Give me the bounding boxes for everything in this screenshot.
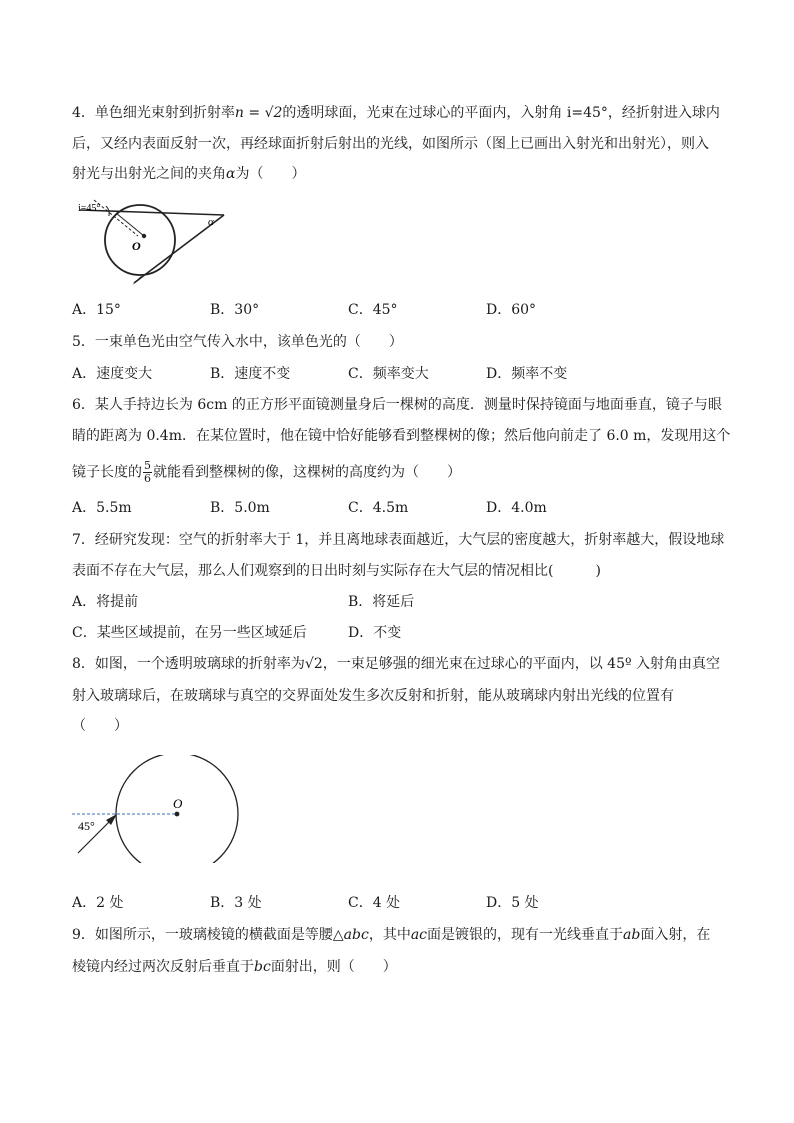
q4-center-dot xyxy=(142,234,146,238)
q4-option-c[interactable]: C．45° xyxy=(348,302,398,318)
q6-fraction xyxy=(143,460,152,485)
q6-option-b[interactable]: B．5.0m xyxy=(210,500,270,516)
q5-line-1: 5．一束单色光由空气传入水中，该单色光的（ ） xyxy=(72,334,403,350)
q5-option-c[interactable]: C．频率变大 xyxy=(348,366,429,382)
q4-line-3 xyxy=(72,164,305,184)
q4-alpha: α xyxy=(226,166,236,182)
q6-frac-den: 6 xyxy=(144,472,151,485)
q8-text-1a: 8．如图，一个透明玻璃球的折射率为 xyxy=(72,656,305,672)
q4-inner-ray xyxy=(116,213,144,236)
q6-frac-num: 5 xyxy=(144,459,151,472)
q6-line-3 xyxy=(72,460,461,485)
q5-option-b[interactable]: B．速度不变 xyxy=(210,366,291,382)
q9-triangle: △abc xyxy=(332,927,369,943)
q9-ab: ab xyxy=(623,927,641,943)
q8-sqrt: √2 xyxy=(304,656,323,672)
q9-bc: bc xyxy=(254,959,271,975)
q4-text-3b: 为（ ） xyxy=(235,166,306,182)
q7-line-1: 7．经研究发现：空气的折射率大于 1，并且离地球表面越近，大气层的密度越大，折射率越大，假设地球 xyxy=(72,532,725,548)
q4-text-1a: 4．单色细光束射到折射率 xyxy=(72,105,235,121)
q8-angle-label: 45° xyxy=(78,819,95,833)
q8-option-a[interactable]: A．2 处 xyxy=(72,895,124,911)
q4-line-1 xyxy=(72,103,720,123)
q9-text-2a: 棱镜内经过两次反射后垂直于 xyxy=(72,959,254,975)
q4-figure xyxy=(76,196,236,292)
q7-option-c[interactable]: C．某些区域提前，在另一些区域延后 xyxy=(72,625,307,641)
q4-text-1b: 的透明球面，光束在过球心的平面内，入射角 i=45°，经折射进入球内 xyxy=(282,105,720,121)
q4-line-2: 后，又经内表面反射一次，再经球面折射后射出的光线，如图所示（图上已画出入射光和出射光），则入 xyxy=(72,136,709,152)
q4-angle-label: i=45° xyxy=(78,203,101,214)
q5-option-d[interactable]: D．频率不变 xyxy=(486,366,568,382)
q8-line-3: （ ） xyxy=(72,718,128,734)
q7-option-d[interactable]: D．不变 xyxy=(348,625,402,641)
q4-alpha-label: α xyxy=(208,216,214,228)
q4-text-3a: 射光与出射光之间的夹角 xyxy=(72,166,226,182)
q8-line-1 xyxy=(72,654,720,674)
q6-line-1: 6．某人手持边长为 6cm 的正方形平面镜测量身后一棵树的高度．测量时保持镜面与地面垂直，镜子与眼 xyxy=(72,397,722,413)
q9-text-2b: 面射出，则（ ） xyxy=(270,959,397,975)
q8-center-label: O xyxy=(173,796,183,811)
q7-option-b[interactable]: B．将延后 xyxy=(348,594,415,610)
q4-arrowhead xyxy=(132,275,142,285)
q4-option-a[interactable]: A．15° xyxy=(72,302,121,318)
q8-text-1b: ，一束足够强的细光束在过球心的平面内，以 45º 入射角由真空 xyxy=(322,656,721,672)
q4-refractive-index: n = √2 xyxy=(234,105,283,121)
q6-text-3b: 就能看到整棵树的像，这棵树的高度约为（ ） xyxy=(153,464,461,481)
q6-line-2: 睛的距离为 0.4m．在某位置时，他在镜中恰好能够看到整棵树的像；然后他向前走了 6.0 m，发现用这个 xyxy=(72,428,731,444)
q9-text-1a: 9．如图所示，一玻璃棱镜的横截面是等腰 xyxy=(72,927,333,943)
q9-line-1 xyxy=(72,925,710,945)
q4-center-label: O xyxy=(132,239,141,253)
q6-text-3a: 镜子长度的 xyxy=(72,464,142,481)
q7-option-a[interactable]: A．将提前 xyxy=(72,594,139,610)
q9-text-1d: 面入射，在 xyxy=(640,927,711,943)
q9-ac: ac xyxy=(410,927,428,943)
q8-figure xyxy=(70,755,250,863)
q8-option-b[interactable]: B．3 处 xyxy=(210,895,262,911)
q4-incident-ray xyxy=(80,210,224,215)
q8-line-2: 射入玻璃球后，在玻璃球与真空的交界面处发生多次反射和折射，能从玻璃球内射出光线的位置有 xyxy=(72,688,674,704)
q6-option-a[interactable]: A．5.5m xyxy=(72,500,132,516)
q8-center-dot xyxy=(175,812,180,817)
q6-option-c[interactable]: C．4.5m xyxy=(348,500,409,516)
q9-text-1b: ，其中 xyxy=(368,927,411,943)
q5-option-a[interactable]: A．速度变大 xyxy=(72,366,153,382)
q4-option-d[interactable]: D．60° xyxy=(486,302,537,318)
q4-option-b[interactable]: B．30° xyxy=(210,302,260,318)
q9-text-1c: 面是镀银的，现有一光线垂直于 xyxy=(427,927,624,943)
q8-option-d[interactable]: D．5 处 xyxy=(486,895,539,911)
q8-option-c[interactable]: C．4 处 xyxy=(348,895,401,911)
q9-line-2 xyxy=(72,957,397,977)
q6-option-d[interactable]: D．4.0m xyxy=(486,500,547,516)
q7-line-2: 表面不存在大气层，那么人们观察到的日出时刻与实际存在大气层的情况相比( ) xyxy=(72,563,601,579)
